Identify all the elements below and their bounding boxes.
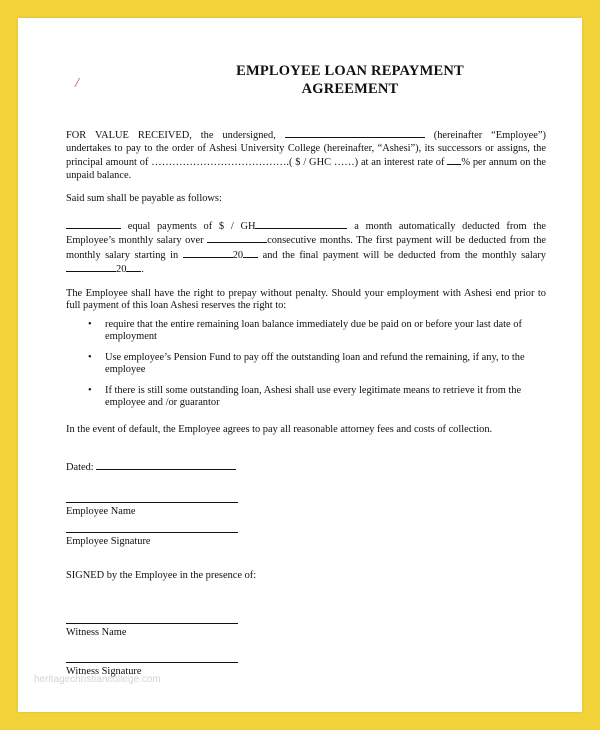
prepay-paragraph: The Employee shall have the right to prepay without penalty. Should your employment with Ashesi end prior to full payment of this loan Ashesi reserves the right to: xyxy=(66,287,546,311)
bullet-icon: • xyxy=(88,351,92,363)
list-item: • require that the entire remaining loan balance immediately due be paid on or before your last date of employment xyxy=(88,318,522,342)
employee-name-label: Employee Name xyxy=(66,505,136,517)
payment-amount-blank xyxy=(255,219,347,229)
signed-presence-label: SIGNED by the Employee in the presence of: xyxy=(66,569,257,581)
borrower-name-blank xyxy=(285,128,425,138)
employee-signature-label: Employee Signature xyxy=(66,536,151,547)
bullet-icon: • xyxy=(88,318,92,330)
title-line-1: EMPLOYEE LOAN REPAYMENT xyxy=(236,63,464,79)
document-body xyxy=(66,128,546,678)
list-item: • If there is still some outstanding loan, Ashesi shall use every legitimate means to retrieve it from the employee and /or guarantor xyxy=(88,384,522,408)
document-title xyxy=(18,62,582,98)
interest-rate-blank xyxy=(447,155,461,165)
dated-label: Dated: xyxy=(66,462,94,473)
end-year-blank xyxy=(126,262,141,272)
dated-blank xyxy=(96,460,236,470)
list-item: • Use employee’s Pension Fund to pay off the outstanding loan and refund the remaining, if any, to the employee xyxy=(88,351,525,375)
reserved-rights-list xyxy=(66,319,546,410)
bullet-icon: • xyxy=(88,384,92,396)
document-page xyxy=(18,18,582,712)
payable-label: Said sum shall be payable as follows: xyxy=(66,193,222,204)
watermark: heritagechristiancollege.com xyxy=(34,674,161,685)
red-mark: / xyxy=(75,76,79,91)
payment-schedule-paragraph: equal payments of $ / GH a month automatically deducted from the Employee’s monthly salary over consecutive months. The first payment will be deducted from the monthly salary starting in 20 and the final payment will be deducted from the monthly salary 20 . xyxy=(66,220,547,275)
witness-name-label: Witness Name xyxy=(66,627,127,638)
witness-signature-label: Witness Signature xyxy=(66,665,142,677)
start-year-blank xyxy=(243,248,258,258)
title-line-2: AGREEMENT xyxy=(301,81,399,97)
start-month-blank xyxy=(183,248,233,258)
default-clause: In the event of default, the Employee agrees to pay all reasonable attorney fees and costs of collection. xyxy=(66,423,493,435)
end-month-blank xyxy=(66,262,116,272)
number-of-payments-blank xyxy=(66,219,121,229)
months-blank xyxy=(207,233,267,243)
dated-row xyxy=(66,460,546,475)
value-received-paragraph: FOR VALUE RECEIVED, the undersigned, (hereinafter “Employee”) undertakes to pay to the order of Ashesi University College (hereinafter, “Ashesi”), its successors or assigns, the principal amount of ………………………………….( $ / GHC ……) at an interest rate of % per annum on the unpaid balance. xyxy=(66,130,546,181)
